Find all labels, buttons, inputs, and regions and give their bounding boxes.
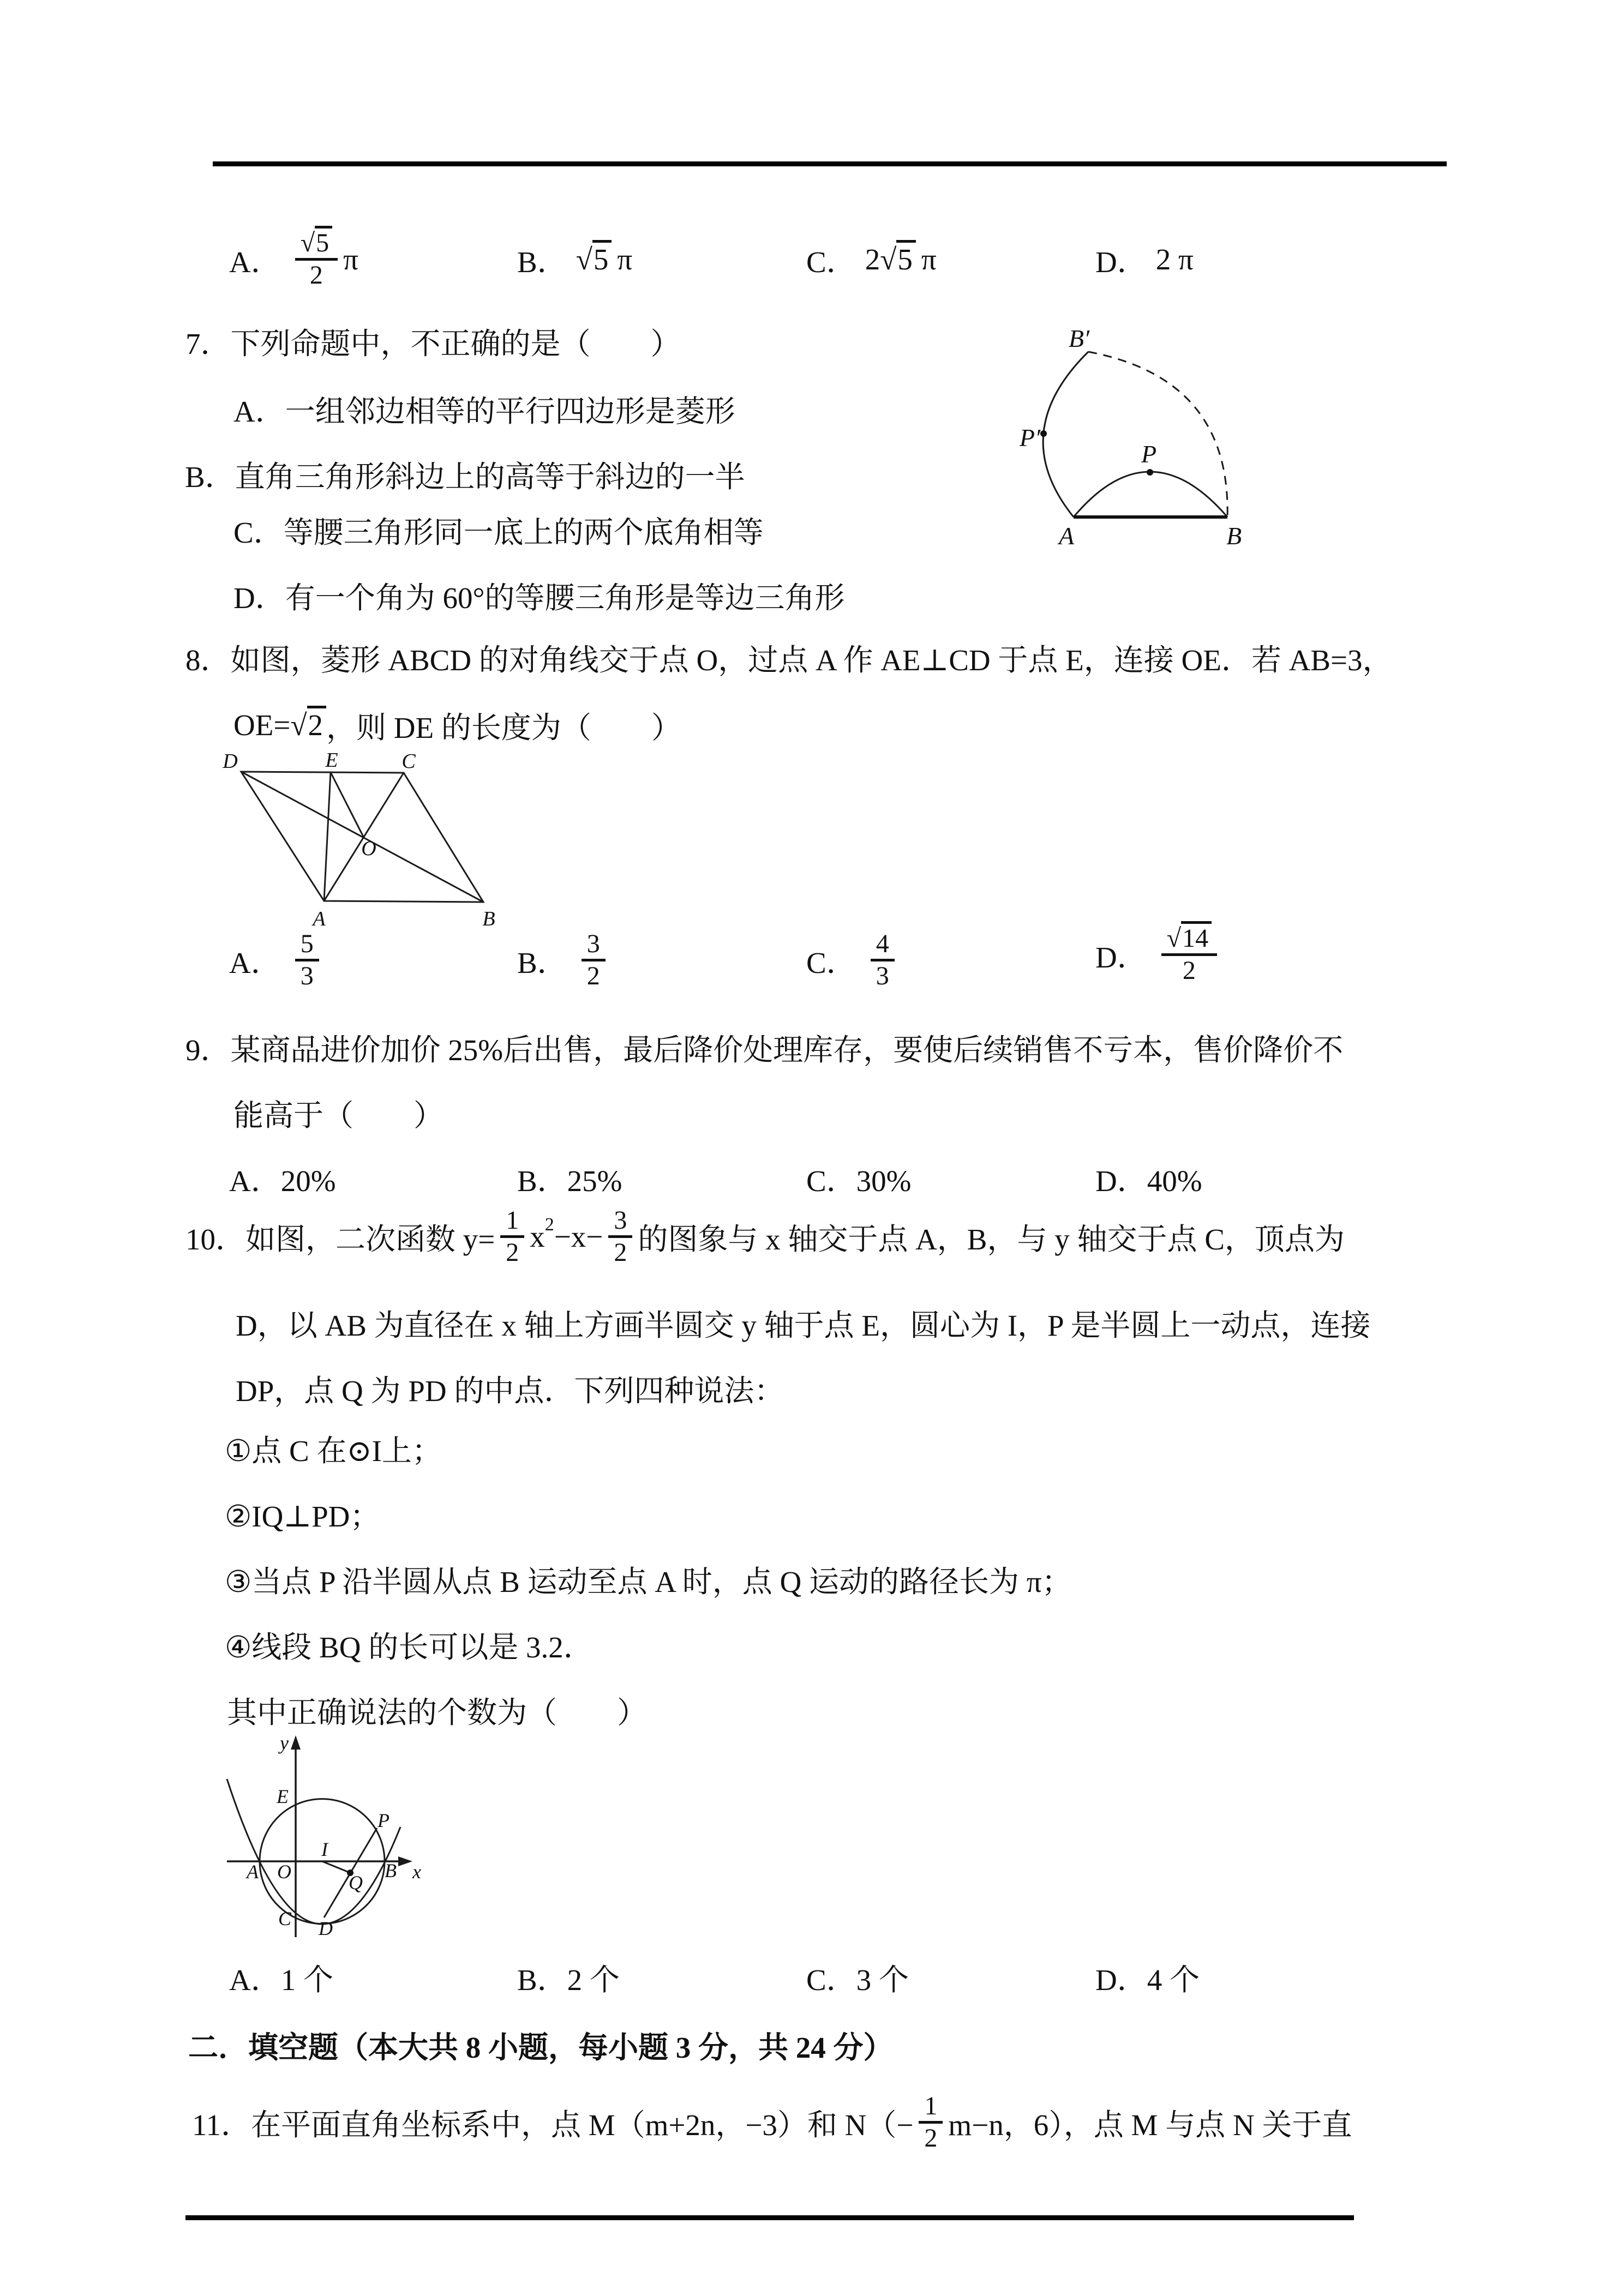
q10-x-exponent: 2 bbox=[544, 1214, 554, 1235]
q11-pre: 11．在平面直角坐标系中，点 M（m+2n，−3）和 N（− bbox=[192, 2108, 914, 2142]
fraction: $\frac{1}{2}$ bbox=[500, 1206, 524, 1267]
q7-stem: 7．下列命题中，不正确的是（ ） bbox=[185, 327, 681, 360]
q8-option-b-label: B． bbox=[517, 946, 567, 979]
q6-option-d-text: 2 π bbox=[1155, 242, 1194, 276]
q7-option-b: B．直角三角形斜边上的高等于斜边的一半 bbox=[185, 460, 745, 494]
figure-arc-rotation bbox=[1009, 305, 1364, 567]
figure-parabola-circle bbox=[180, 1718, 426, 1947]
q10-line1-pre: 10．如图，二次函数 y= bbox=[185, 1223, 495, 1256]
segment-AE bbox=[324, 772, 331, 901]
label-x: x bbox=[412, 1861, 421, 1883]
fraction: $\frac{5}{3}$ bbox=[295, 929, 319, 991]
sqrt-expression: √5 bbox=[880, 242, 916, 277]
q10-statement-2: ②IQ⊥PD； bbox=[225, 1500, 380, 1533]
q11-stem bbox=[192, 2087, 1352, 2157]
fraction: $\frac{4}{3}$ bbox=[871, 929, 895, 991]
q9-stem-line2: 能高于（ ） bbox=[233, 1099, 444, 1132]
q8-line2-rest: ，则 DE 的长度为（ ） bbox=[326, 711, 681, 744]
q8-option-a bbox=[229, 921, 325, 1000]
q10-stem-line1 bbox=[185, 1200, 1345, 1273]
q9-option-a: A．20% bbox=[229, 1164, 336, 1198]
label-B-prime: B′ bbox=[1068, 324, 1090, 352]
fraction: $\frac{3}{2}$ bbox=[608, 1206, 632, 1267]
q6-option-a-label: A． bbox=[229, 245, 281, 279]
q10-mid: −x− bbox=[554, 1220, 603, 1253]
fraction: $\frac{1}{2}$ bbox=[919, 2091, 943, 2153]
q11-post: m−n，6），点 M 与点 N 关于直 bbox=[948, 2108, 1352, 2142]
label-Q: Q bbox=[349, 1872, 363, 1894]
label-P: P bbox=[377, 1810, 389, 1831]
q9-option-c: C．30% bbox=[806, 1164, 912, 1198]
sqrt-expression: √5 bbox=[576, 242, 612, 277]
sqrt-expression: √2 bbox=[290, 708, 326, 742]
q7-option-c: C．等腰三角形同一底上的两个底角相等 bbox=[233, 516, 764, 549]
q8-option-c-label: C． bbox=[806, 946, 856, 979]
top-rule bbox=[213, 161, 1447, 166]
sqrt-expression: √5 bbox=[301, 226, 332, 257]
q8-option-b bbox=[517, 921, 611, 1000]
q6-option-d-label: D． bbox=[1095, 245, 1147, 279]
q7-option-d: D．有一个角为 60°的等腰三角形是等边三角形 bbox=[233, 581, 845, 615]
fraction: $\frac{√14}{2}$ bbox=[1161, 924, 1217, 985]
figure-rhombus bbox=[207, 749, 502, 933]
q6-option-c bbox=[806, 235, 937, 284]
label-B: B bbox=[482, 907, 495, 930]
arc-Bprime-to-B-dashed bbox=[1088, 352, 1227, 517]
q10-statement-4: ④线段 BQ 的长可以是 3.2． bbox=[225, 1631, 594, 1664]
q10-statement-1: ①点 C 在⊙I上； bbox=[225, 1434, 442, 1468]
label-C: C bbox=[401, 750, 416, 773]
q10-option-b: B．2 个 bbox=[517, 1963, 620, 1997]
segment-IQ bbox=[322, 1861, 351, 1873]
q6-option-a-fraction: $\frac{√5}{2}$ bbox=[295, 229, 338, 290]
label-O: O bbox=[361, 837, 376, 860]
label-B: B bbox=[1226, 522, 1242, 550]
q9-option-d: D．40% bbox=[1095, 1164, 1202, 1198]
label-A: A bbox=[313, 907, 326, 930]
label-D: D bbox=[319, 1918, 333, 1939]
q8-stem-line2 bbox=[233, 704, 681, 747]
q8-option-d-label: D． bbox=[1095, 941, 1147, 974]
q8-oe-prefix: OE= bbox=[233, 708, 291, 742]
q10-option-c: C．3 个 bbox=[806, 1963, 909, 1997]
label-P-prime: P′ bbox=[1019, 424, 1041, 452]
q10-x-var: x bbox=[530, 1220, 545, 1253]
q8-option-c bbox=[806, 921, 900, 1000]
section-2-title: 二．填空题（本大共 8 小题，每小题 3 分，共 24 分） bbox=[188, 2031, 894, 2064]
q10-option-a: A．1 个 bbox=[229, 1963, 333, 1997]
segment-EO bbox=[331, 772, 363, 837]
q10-ask: 其中正确说法的个数为（ ） bbox=[227, 1696, 648, 1729]
q6-option-b-label: B． bbox=[517, 245, 567, 279]
arc-A-to-Bprime bbox=[1043, 352, 1088, 517]
fraction: $\frac{3}{2}$ bbox=[582, 929, 606, 991]
y-axis-arrow bbox=[291, 1735, 301, 1750]
q6-option-a-pi: π bbox=[343, 243, 358, 276]
x-axis-arrow bbox=[398, 1856, 412, 1866]
q7-option-a: A．一组邻边相等的平行四边形是菱形 bbox=[233, 395, 735, 428]
point-P bbox=[1147, 469, 1153, 476]
q6-option-c-coeff: 2 bbox=[865, 242, 880, 276]
label-P: P bbox=[1141, 440, 1157, 468]
q6-option-c-label: C． bbox=[806, 245, 856, 279]
q6-option-d bbox=[1095, 235, 1194, 284]
q10-line1-post: 的图象与 x 轴交于点 A，B，与 y 轴交于点 C，顶点为 bbox=[638, 1223, 1345, 1256]
label-A: A bbox=[247, 1861, 259, 1883]
label-E: E bbox=[325, 749, 338, 772]
q6-option-b-pi: π bbox=[617, 242, 633, 276]
label-A: A bbox=[1058, 522, 1075, 550]
label-B: B bbox=[385, 1860, 397, 1882]
label-y: y bbox=[280, 1732, 289, 1754]
q9-stem-line1: 9．某商品进价加价 25%后出售，最后降价处理库存，要使后续销售不亏本，售价降价不 bbox=[185, 1033, 1344, 1067]
q8-option-d bbox=[1095, 910, 1223, 1000]
q9-option-b: B．25% bbox=[517, 1164, 622, 1198]
q10-statement-3: ③当点 P 沿半圆从点 B 运动至点 A 时，点 Q 运动的路径长为 π； bbox=[225, 1565, 1072, 1598]
q6-option-b bbox=[517, 235, 632, 284]
label-I: I bbox=[321, 1838, 328, 1860]
label-C: C bbox=[278, 1908, 292, 1930]
parabola bbox=[227, 1779, 400, 1924]
label-D: D bbox=[223, 750, 238, 773]
q10-stem-line3: DP，点 Q 为 PD 的中点．下列四种说法： bbox=[236, 1374, 784, 1408]
q6-option-a bbox=[229, 212, 358, 307]
q10-stem-line2: D，以 AB 为直径在 x 轴上方画半圆交 y 轴于点 E，圆心为 I，P 是半圆上一动点，连接 bbox=[236, 1309, 1371, 1342]
q6-option-c-pi: π bbox=[921, 242, 937, 276]
arc-A-P-B bbox=[1074, 472, 1227, 517]
q8-stem-line1: 8．如图，菱形 ABCD 的对角线交于点 O，过点 A 作 AE⊥CD 于点 E，连接 OE．若 AB=3， bbox=[185, 644, 1393, 677]
point-P-prime bbox=[1040, 430, 1047, 437]
label-E: E bbox=[277, 1786, 289, 1807]
q10-option-d: D．4 个 bbox=[1095, 1963, 1200, 1997]
bottom-rule bbox=[185, 2215, 1354, 2220]
q8-option-a-label: A． bbox=[229, 946, 281, 979]
label-O: O bbox=[277, 1861, 291, 1883]
sqrt-expression: √14 bbox=[1167, 921, 1212, 953]
